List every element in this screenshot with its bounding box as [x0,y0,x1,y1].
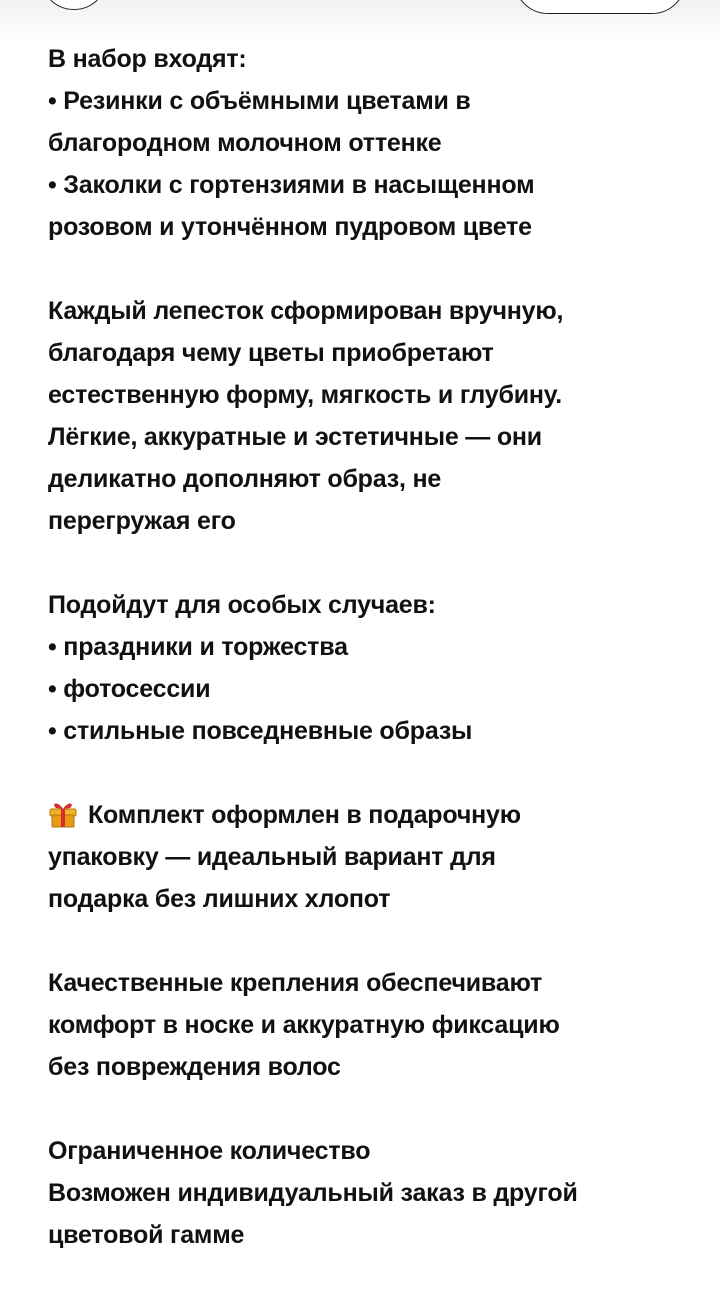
occasion-item: • фотосессии [48,675,211,703]
fastening-section [48,962,698,1088]
set-item-line: • Заколки с гортензиями в насыщенном [48,171,535,199]
gift-text-line: подарка без лишних хлопот [48,885,391,913]
petal-text-line: перегружая его [48,507,236,535]
set-item-line: благородном молочном оттенке [48,129,442,157]
occasions-section [48,584,698,752]
gift-line [48,794,698,836]
petal-text-line: Каждый лепесток сформирован вручную, [48,297,564,325]
petal-text-line: деликатно дополняют образ, не [48,465,442,493]
top-right-pill-button[interactable] [514,0,686,14]
occasions-heading: Подойдут для особых случаев: [48,591,436,619]
set-item-line: • Резинки с объёмными цветами в [48,87,471,115]
product-description [48,38,698,1298]
gift-section [48,794,698,920]
fastening-text-line: комфорт в носке и аккуратную фиксацию [48,1011,560,1039]
gift-text-line: упаковку — идеальный вариант для [48,843,496,871]
occasion-item: • стильные повседневные образы [48,717,473,745]
petal-section [48,290,698,542]
petal-text-line: естественную форму, мягкость и глубину. [48,381,563,409]
fastening-text-line: без повреждения волос [48,1053,341,1081]
fastening-text-line: Качественные крепления обеспечивают [48,969,543,997]
set-contents-section [48,38,698,248]
limited-quantity-text: Ограниченное количество [48,1137,371,1165]
gift-text: Комплект оформлен в подарочную [88,801,521,829]
custom-order-text: Возможен индивидуальный заказ в другой [48,1179,578,1207]
order-section [48,1130,698,1256]
set-item-line: розовом и утончённом пудровом цвете [48,213,532,241]
gift-box-icon [48,798,78,828]
petal-text-line: благодаря чему цветы приобретают [48,339,494,367]
set-heading: В набор входят: [48,45,247,73]
petal-text-line: Лёгкие, аккуратные и эстетичные — они [48,423,542,451]
custom-order-text: цветовой гамме [48,1221,245,1249]
occasion-item: • праздники и торжества [48,633,348,661]
